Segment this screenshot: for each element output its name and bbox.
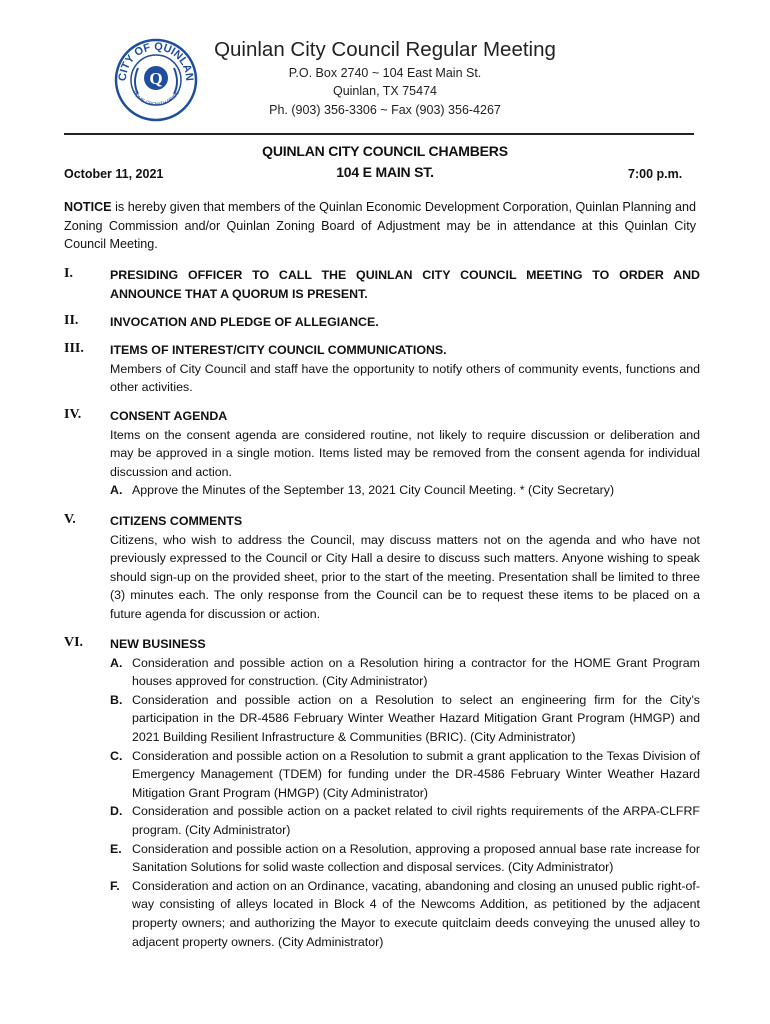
- location-name: QUINLAN CITY COUNCIL CHAMBERS: [262, 143, 508, 159]
- sub-item-letter: F.: [110, 878, 120, 893]
- item-numeral: II.: [64, 313, 79, 328]
- meeting-date: October 11, 2021: [64, 167, 164, 181]
- header-divider: [64, 133, 694, 135]
- item-heading: PRESIDING OFFICER TO CALL THE QUINLAN CITY COUNCIL MEETING TO ORDER AND ANNOUNCE THAT A QUORUM IS PRESENT.: [110, 268, 700, 301]
- item-description: Items on the consent agenda are considered routine, not likely to require discussion or deliberation and may be approved in a single motion. Items listed may be removed from the consent agenda for individual discussion and action.: [110, 427, 700, 479]
- item-numeral: III.: [64, 341, 84, 356]
- sub-item-letter: C.: [110, 748, 123, 763]
- sub-item: [110, 481, 700, 500]
- notice-label: NOTICE: [64, 200, 112, 214]
- sub-item: [110, 654, 700, 691]
- item-heading: CONSENT AGENDA: [110, 409, 228, 423]
- sub-item-text: Consideration and action on an Ordinance, vacating, abandoning and closing an unused public right-of-way consisting of alleys located in Block 4 of the Newcoms Addition, as petitioned by the adjacent property owners; and authorizing the Mayor to execute quitclaim deeds conveying the unused alley to adjacent property owners. (City Administrator): [132, 878, 700, 949]
- notice-text: is hereby given that members of the Quinlan Economic Development Corporation, Quinlan Planning and Zoning Commission and/or Quinlan Zoning Board of Adjustment may be in attendance at this Quinlan City Council Meeting.: [64, 200, 696, 251]
- sub-item-text: Consideration and possible action on a Resolution to submit a grant application to the Texas Division of Emergency Management (TDEM) for funding under the DR-4586 February Winter Weather Hazard Mitigation Grant Program (HMGP) (City Administrator): [132, 748, 700, 800]
- sub-item-letter: B.: [110, 692, 123, 707]
- item-numeral: V.: [64, 512, 76, 527]
- item-heading: INVOCATION AND PLEDGE OF ALLEGIANCE.: [110, 315, 379, 329]
- item-description: Citizens, who wish to address the Council, may discuss matters not on the agenda and who have not previously expressed to the Council or City Hall a desire to discuss such matters. Anyone wishing to speak should sign-up on the provided sheet, prior to the start of the meeting. Presentation shall be limited to three (3) minutes each. The only response from the Council can be to request these items to be placed on a future agenda for discussion or action.: [110, 532, 700, 621]
- sub-item: [110, 877, 700, 951]
- phone-fax-line: Ph. (903) 356-3306 ~ Fax (903) 356-4267: [269, 103, 501, 117]
- sub-item: [110, 691, 700, 747]
- address-line-1: P.O. Box 2740 ~ 104 East Main St.: [288, 66, 482, 80]
- sub-item: [110, 802, 700, 839]
- sub-item-letter: D.: [110, 804, 123, 819]
- sub-item-text: Consideration and possible action on a Resolution to select an engineering firm for the City’s participation in the DR-4586 February Winter Weather Hazard Mitigation Grant Program (HMGP) and 2021 Building Resilient Infrastructure & Communities (BRIC). (City Administrator): [132, 692, 700, 744]
- item-description: Members of City Council and staff have the opportunity to notify others of community events, functions and other activities.: [110, 361, 700, 395]
- notice-paragraph: [64, 198, 696, 254]
- sub-item-letter: A.: [110, 655, 123, 670]
- sub-item-text: Approve the Minutes of the September 13, 2021 City Council Meeting. * (City Secretary): [132, 483, 615, 498]
- svg-text:CITY OF QUINLAN: CITY OF QUINLAN: [116, 40, 196, 82]
- sub-item-text: Consideration and possible action on a Resolution hiring a contractor for the HOME Grant Program houses approved for construction. (City Administrator): [132, 655, 700, 689]
- sub-item-text: Consideration and possible action on a packet related to civil rights requirements of the ARPA-CLFRF program. (City Administrator): [132, 804, 700, 837]
- item-numeral: IV.: [64, 407, 82, 422]
- sub-item: [110, 747, 700, 803]
- item-numeral: VI.: [64, 635, 84, 650]
- sub-item-letter: A.: [110, 483, 123, 498]
- item-heading: NEW BUSINESS: [110, 637, 206, 651]
- location-address: 104 E MAIN ST.: [336, 164, 434, 180]
- sub-item: [110, 840, 700, 877]
- sub-item-text: Consideration and possible action on a Resolution, approving a proposed annual base rate increase for Sanitation Solutions for solid waste collection and disposal services. (City Administrator): [132, 841, 700, 875]
- svg-text:HOME GROWTH PRIDE: HOME GROWTH PRIDE: [130, 90, 182, 108]
- item-heading: CITIZENS COMMENTS: [110, 514, 243, 528]
- sub-item-letter: E.: [110, 841, 122, 856]
- address-line-2: Quinlan, TX 75474: [332, 84, 437, 98]
- item-numeral: I.: [64, 266, 73, 281]
- svg-text:Q: Q: [149, 69, 163, 88]
- meeting-title: Quinlan City Council Regular Meeting: [214, 38, 556, 61]
- meeting-time: 7:00 p.m.: [628, 167, 683, 181]
- city-seal-logo: [114, 38, 198, 122]
- item-heading: ITEMS OF INTEREST/CITY COUNCIL COMMUNICATIONS.: [110, 343, 447, 357]
